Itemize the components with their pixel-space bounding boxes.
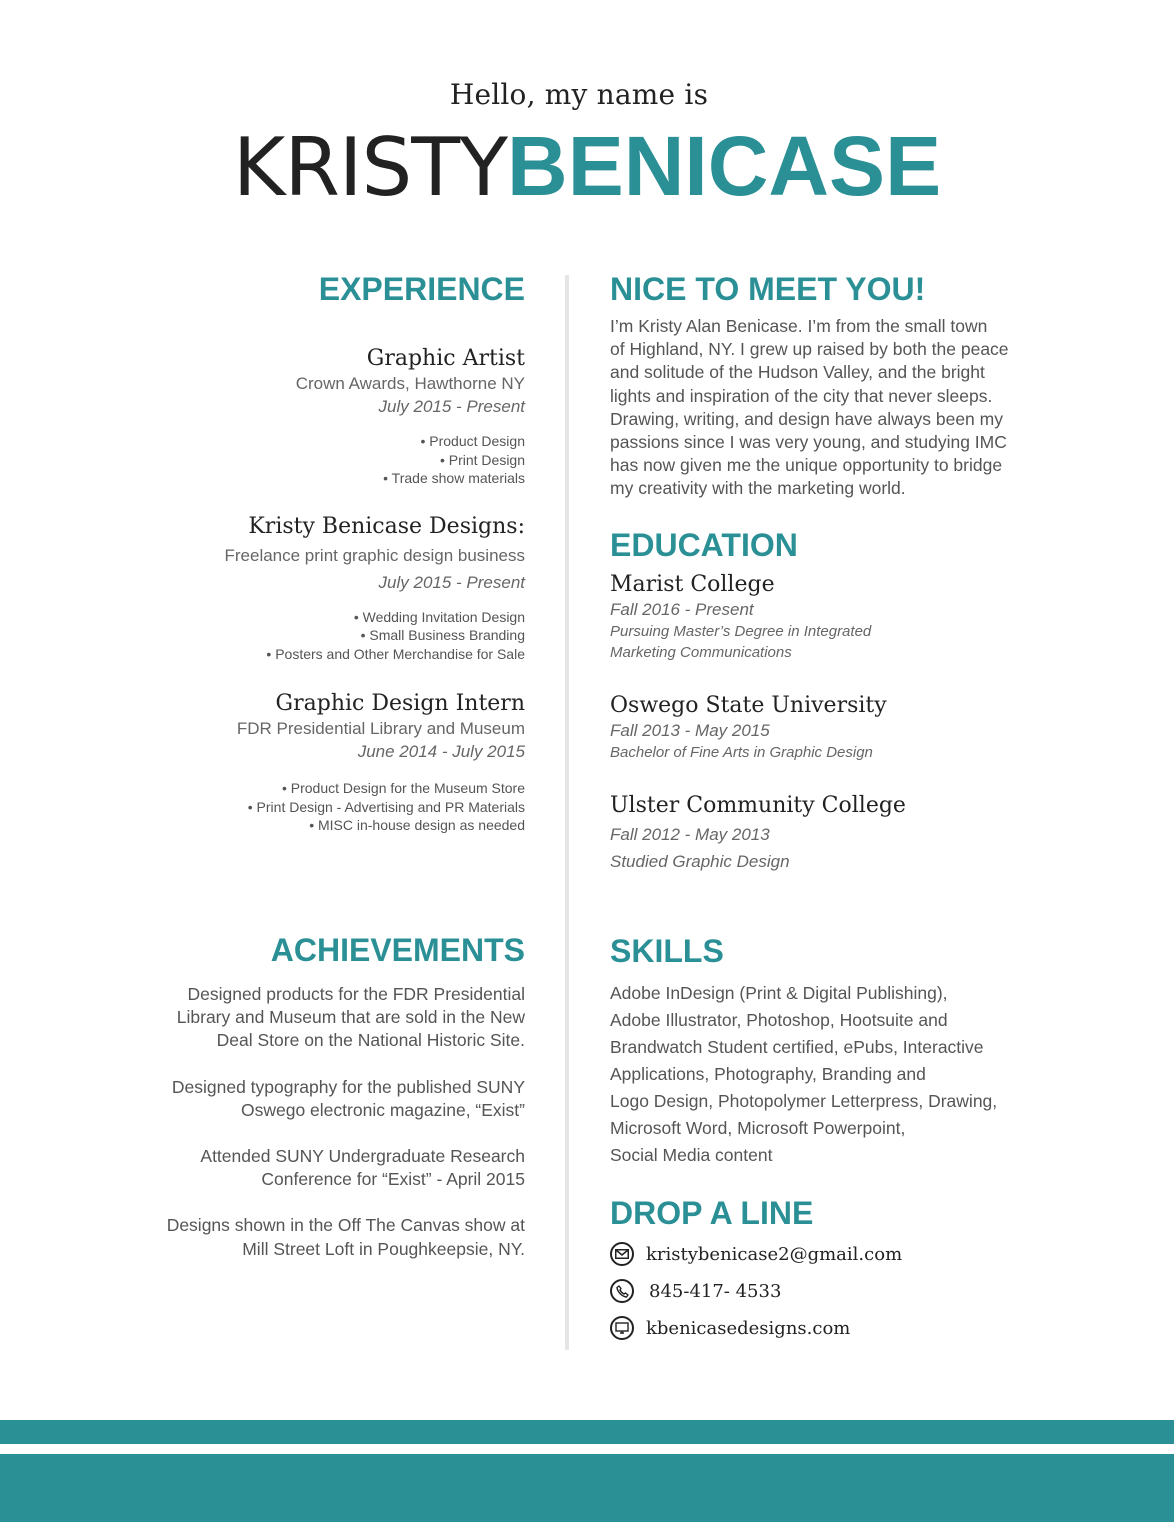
education-section: [610, 528, 1030, 873]
achievement-line: Conference for “Exist” - April 2015: [261, 1169, 525, 1190]
achievement-line: Attended SUNY Undergraduate Research: [200, 1146, 525, 1167]
intro-line: Drawing, writing, and design have always been my: [610, 408, 1003, 429]
achievement-line: Mill Street Loft in Poughkeepsie, NY.: [242, 1238, 525, 1259]
phone-number[interactable]: 845-417- 4533: [649, 1280, 782, 1302]
job-title: Kristy Benicase Designs:: [248, 513, 525, 539]
job-company: FDR Presidential Library and Museum: [236, 719, 525, 738]
school-date: Fall 2012 - May 2013: [610, 825, 770, 844]
monitor-icon: [610, 1316, 634, 1340]
school-name: Ulster Community College: [610, 793, 906, 818]
skills-list: [610, 980, 1030, 1169]
first-name: KRISTY: [232, 121, 508, 214]
skills-line: Social Media content: [610, 1145, 773, 1165]
achievement-item: [140, 983, 525, 1053]
education-entry: [610, 793, 1030, 873]
experience-section: [140, 272, 525, 835]
skills-section: [610, 934, 1030, 1169]
achievement-line: Designs shown in the Off The Canvas show at: [166, 1215, 525, 1236]
achievement-line: Oswego electronic magazine, “Exist”: [241, 1099, 525, 1120]
school-date: Fall 2013 - May 2015: [610, 721, 770, 740]
job-date: July 2015 - Present: [378, 572, 525, 592]
last-name: BENICASE: [507, 119, 942, 213]
job-bullet: • Product Design: [420, 433, 525, 449]
phone-icon: [610, 1279, 634, 1303]
achievement-line: Designed typography for the published SUNY: [171, 1076, 525, 1097]
intro-line: of Highland, NY. I grew up raised by both the peace: [610, 339, 1009, 360]
achievements-section: [140, 933, 525, 1284]
intro-line: my creativity with the marketing world.: [610, 478, 906, 499]
job-bullet: • Small Business Branding: [360, 627, 525, 643]
school-detail: Bachelor of Fine Arts in Graphic Design: [610, 744, 873, 761]
skills-line: Microsoft Word, Microsoft Powerpoint,: [610, 1118, 906, 1138]
contact-list: [610, 1240, 1030, 1342]
job-bullets: [140, 779, 525, 835]
full-name: [0, 118, 1174, 216]
experience-heading: EXPERIENCE: [318, 271, 525, 307]
job-company: Freelance print graphic design business: [224, 545, 525, 565]
job-entry: [140, 514, 525, 664]
job-title: Graphic Design Intern: [275, 691, 525, 716]
skills-line: Brandwatch Student certified, ePubs, Interactive: [610, 1037, 984, 1057]
contact-email-row[interactable]: [610, 1240, 1030, 1268]
contact-heading: DROP A LINE: [610, 1195, 814, 1231]
website-link[interactable]: kbenicasedesigns.com: [646, 1317, 851, 1339]
achievement-line: Designed products for the FDR Presidential: [187, 984, 525, 1004]
skills-line: Logo Design, Photopolymer Letterpress, Drawing,: [610, 1091, 998, 1111]
skills-line: Adobe InDesign (Print & Digital Publishing),: [610, 983, 948, 1003]
skills-line: Applications, Photography, Branding and: [610, 1064, 926, 1084]
job-bullet: • Wedding Invitation Design: [353, 608, 525, 625]
education-entry: [610, 572, 1030, 663]
job-bullet: • Print Design - Advertising and PR Materials: [247, 798, 525, 815]
job-bullets: [140, 432, 525, 488]
achievement-line: Deal Store on the National Historic Site.: [216, 1030, 525, 1051]
achievement-item: [140, 1145, 525, 1191]
intro-line: has now given me the unique opportunity to bridge: [610, 455, 1003, 476]
intro-heading: NICE TO MEET YOU!: [610, 271, 926, 307]
job-bullet: • Product Design for the Museum Store: [281, 780, 525, 796]
school-name: Oswego State University: [610, 693, 887, 718]
education-entry: [610, 693, 1030, 763]
footer-bar-thin: [0, 1420, 1174, 1444]
intro-line: lights and inspiration of the city that never sleeps.: [610, 385, 993, 406]
contact-section: [610, 1196, 1030, 1351]
column-divider: [565, 275, 569, 1350]
achievement-line: Library and Museum that are sold in the New: [176, 1007, 525, 1028]
job-bullet: • Print Design: [439, 451, 525, 468]
greeting: Hello, my name is: [449, 78, 709, 111]
school-detail: Marketing Communications: [610, 644, 792, 661]
job-bullet: • MISC in-house design as needed: [309, 817, 525, 833]
envelope-icon: [610, 1242, 634, 1266]
achievements-heading: ACHIEVEMENTS: [270, 932, 525, 968]
intro-paragraph: [610, 315, 1030, 501]
intro-line: and solitude of the Hudson Valley, and the bright: [610, 362, 985, 383]
job-bullet: • Trade show materials: [383, 470, 525, 486]
job-title: Graphic Artist: [366, 346, 525, 371]
school-detail: Pursuing Master’s Degree in Integrated: [610, 623, 872, 640]
job-bullet: • Posters and Other Merchandise for Sale: [266, 645, 525, 662]
job-company: Crown Awards, Hawthorne NY: [295, 374, 525, 393]
email-link[interactable]: kristybenicase2@gmail.com: [646, 1243, 903, 1265]
contact-website-row[interactable]: [610, 1314, 1030, 1342]
footer-bar-thick: [0, 1454, 1174, 1522]
achievement-item: [140, 1214, 525, 1260]
achievement-item: [140, 1076, 525, 1122]
intro-line: I’m Kristy Alan Benicase. I’m from the small town: [610, 316, 988, 336]
intro-line: passions since I was very young, and studying IMC: [610, 432, 1007, 453]
job-entry: [140, 691, 525, 835]
skills-line: Adobe Illustrator, Photoshop, Hootsuite and: [610, 1010, 948, 1030]
school-date: Fall 2016 - Present: [610, 600, 754, 619]
contact-phone-row[interactable]: [610, 1277, 1030, 1305]
job-date: July 2015 - Present: [378, 397, 525, 416]
skills-heading: SKILLS: [610, 933, 724, 969]
job-date: June 2014 - July 2015: [357, 742, 525, 761]
intro-section: [610, 272, 1030, 501]
education-heading: EDUCATION: [610, 527, 798, 563]
job-bullets: [140, 608, 525, 664]
school-detail: Studied Graphic Design: [610, 852, 790, 871]
achievements-list: [140, 983, 525, 1261]
school-name: Marist College: [610, 572, 775, 597]
job-entry: [140, 346, 525, 488]
